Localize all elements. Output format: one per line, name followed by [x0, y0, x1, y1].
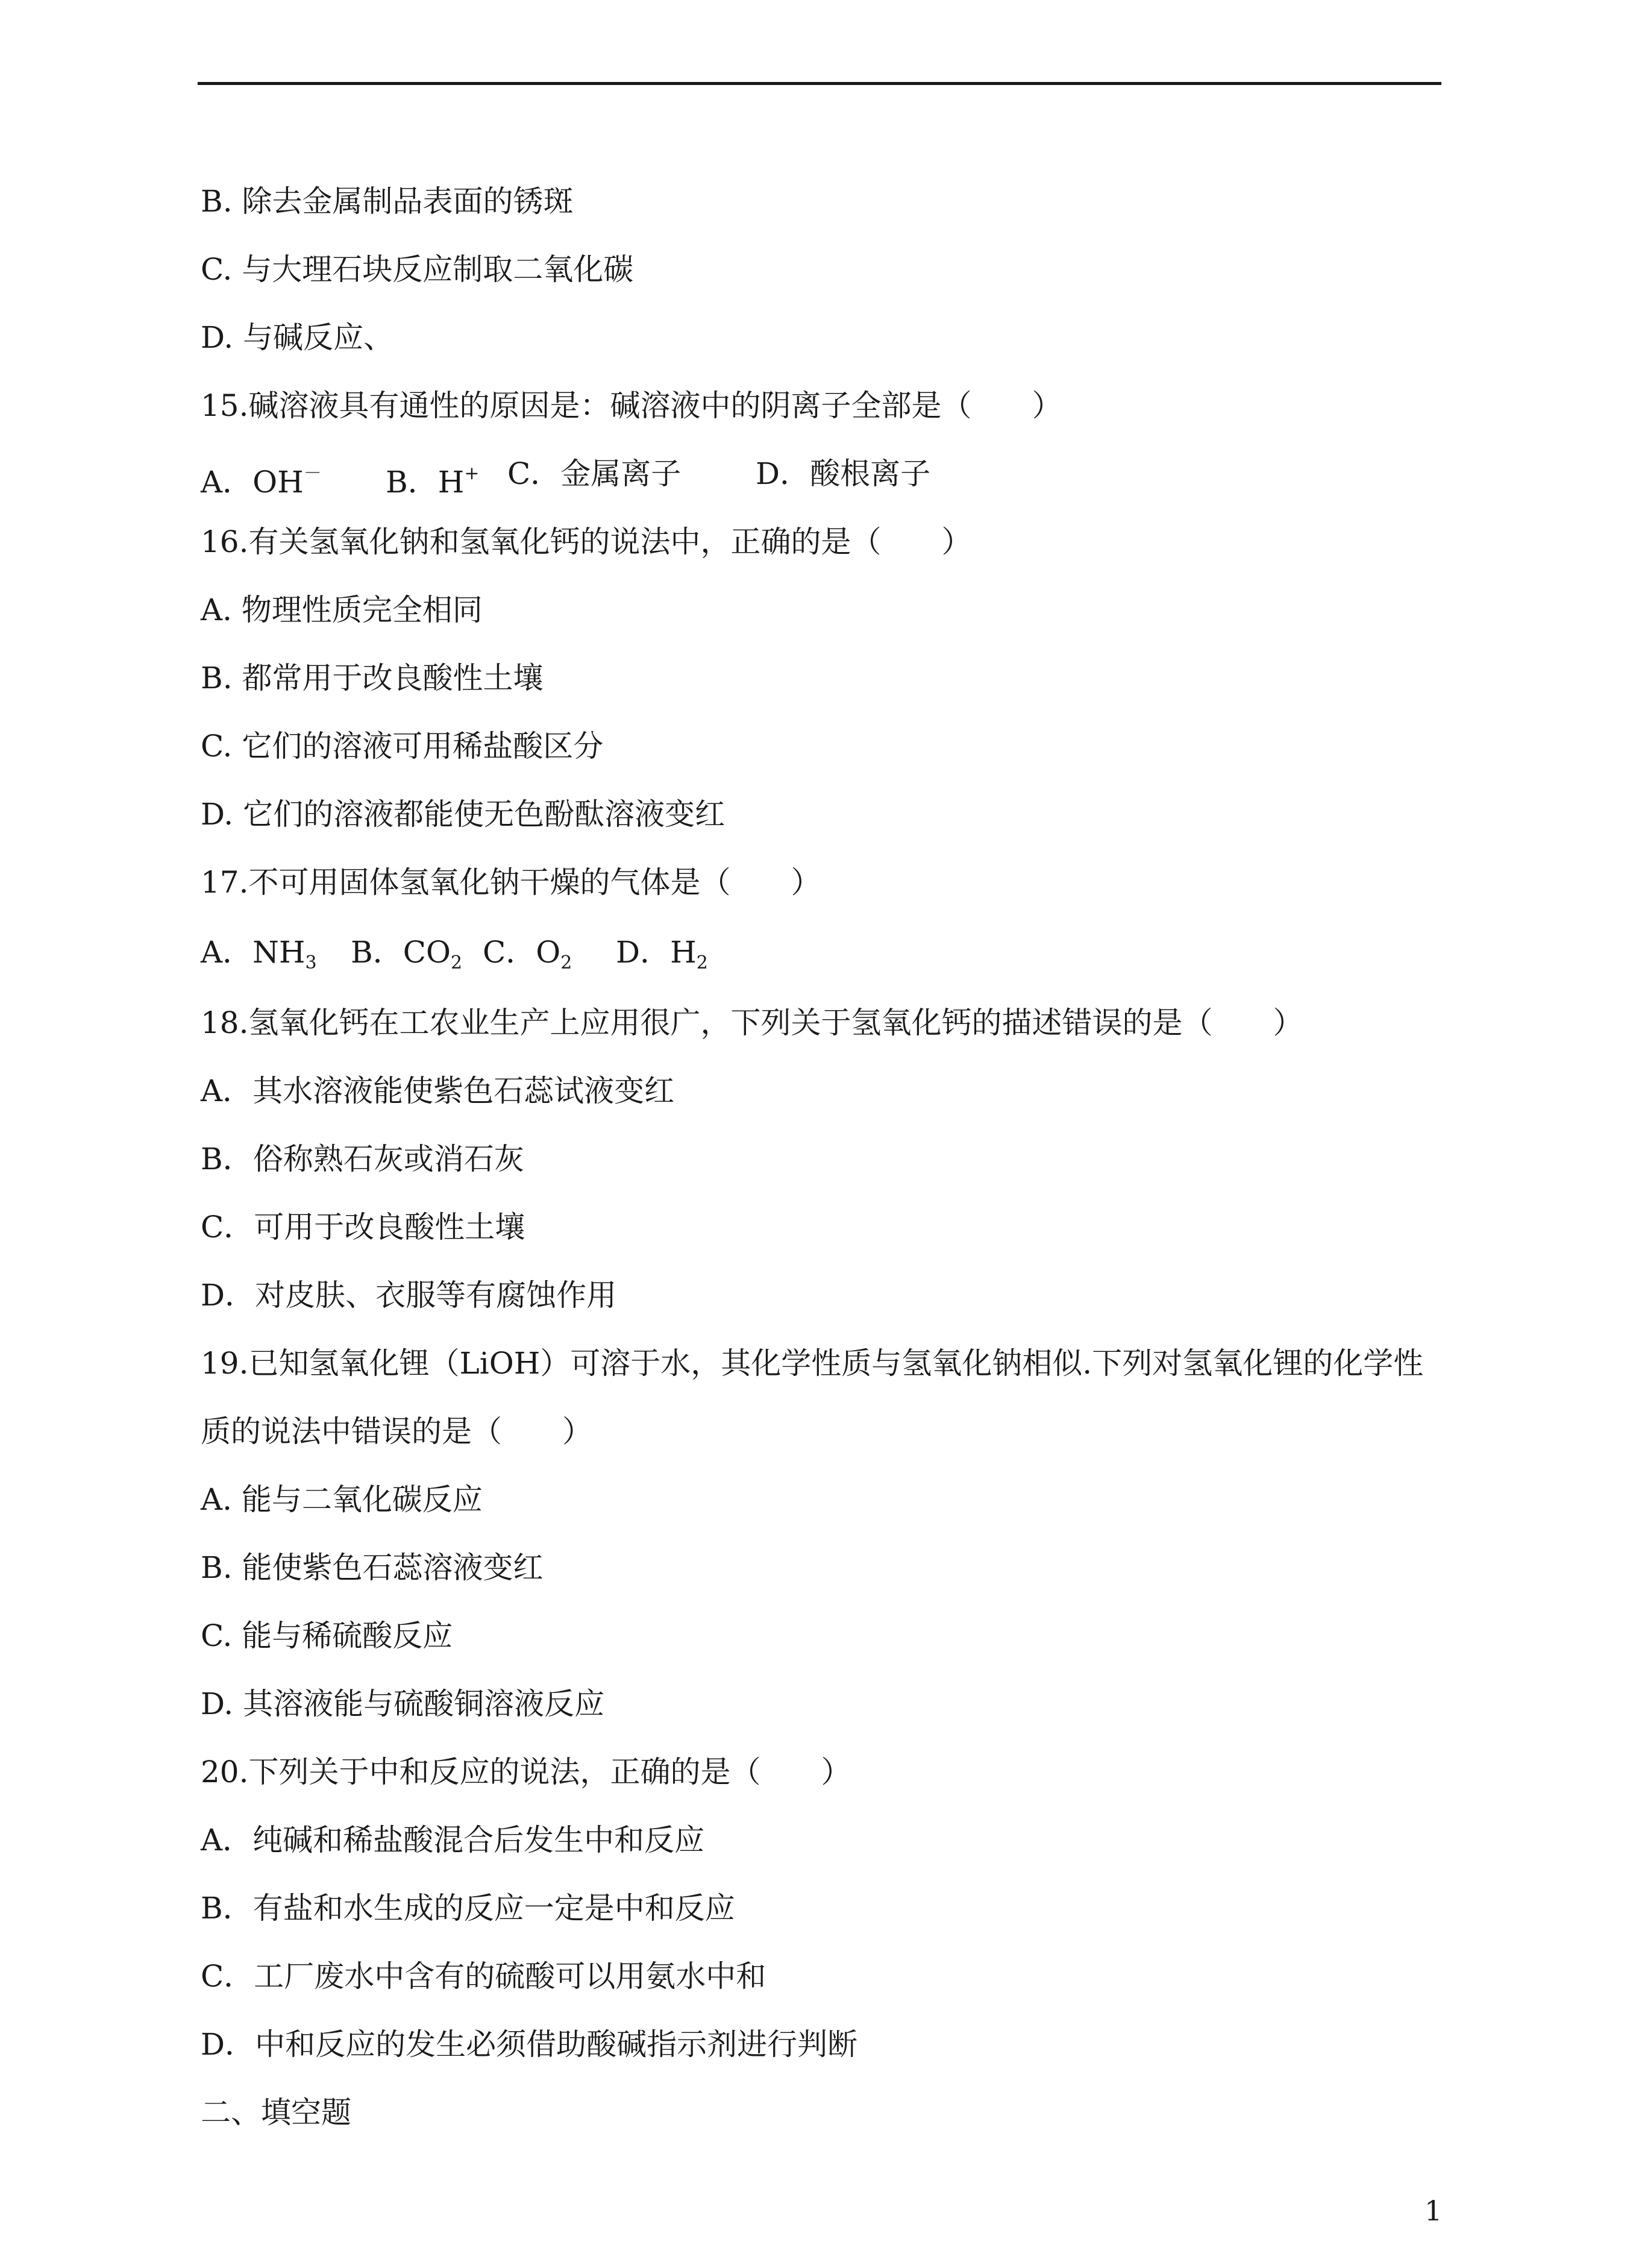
q14-option-c: C. 与大理石块反应制取二氧化碳: [201, 252, 634, 287]
q18-stem: 18.氢氧化钙在工农业生产上应用很广，下列关于氢氧化钙的描述错误的是（ ）: [201, 1005, 1303, 1040]
q16-stem: 16.有关氢氧化钠和氢氧化钙的说法中，正确的是（ ）: [201, 524, 972, 559]
q17-stem: 17.不可用固体氢氧化钠干燥的气体是（ ）: [201, 865, 821, 900]
q15-option-b: B．H+: [386, 463, 480, 500]
q20-option-b: B．有盐和水生成的反应一定是中和反应: [201, 1891, 735, 1926]
q16-option-c: C. 它们的溶液可用稀盐酸区分: [201, 729, 604, 764]
q17-option-b: B．$CO_2$: [351, 935, 463, 973]
q19-option-d: D. 其溶液能与硫酸铜溶液反应: [201, 1686, 605, 1721]
q15-option-c: C．金属离子: [507, 456, 682, 491]
header-rule: [198, 82, 1441, 85]
q20-stem: 20.下列关于中和反应的说法，正确的是（ ）: [201, 1754, 851, 1789]
q19-stem-line2: 质的说法中错误的是（ ）: [201, 1414, 592, 1449]
q19-option-b: B. 能使紫色石蕊溶液变红: [201, 1550, 544, 1585]
q20-option-a: A．纯碱和稀盐酸混合后发生中和反应: [201, 1823, 705, 1858]
q16-option-d: D. 它们的溶液都能使无色酚酞溶液变红: [201, 797, 726, 832]
q14-option-b: B. 除去金属制品表面的锈斑: [201, 184, 574, 219]
q20-option-c: C．工厂废水中含有的硫酸可以用氨水中和: [201, 1959, 766, 1994]
q16-option-a: A. 物理性质完全相同: [201, 592, 483, 627]
section-title: 二、填空题: [201, 2095, 351, 2130]
q17-option-d: D．$H_2$: [616, 935, 708, 973]
q15-option-a: A．OH－: [201, 463, 322, 500]
q15-option-d: D．酸根离子: [756, 456, 931, 491]
q17-option-c: C．$O_2$: [483, 935, 572, 973]
q19-option-a: A. 能与二氧化碳反应: [201, 1482, 483, 1517]
q15-stem: 15.碱溶液具有通性的原因是：碱溶液中的阴离子全部是（ ）: [201, 388, 1062, 423]
q17-option-a: A．$NH_3$: [201, 935, 317, 973]
q20-option-d: D．中和反应的发生必须借助酸碱指示剂进行判断: [201, 2027, 858, 2062]
q18-option-d: D．对皮肤、衣服等有腐蚀作用: [201, 1278, 617, 1313]
q14-option-d: D. 与碱反应、: [201, 320, 394, 355]
page-number: 1: [1424, 2194, 1443, 2227]
q16-option-b: B. 都常用于改良酸性土壤: [201, 661, 544, 696]
q18-option-b: B．俗称熟石灰或消石灰: [201, 1142, 524, 1176]
q18-option-c: C．可用于改良酸性土壤: [201, 1210, 525, 1245]
q19-stem-line1: 19.已知氢氧化锂（LiOH）可溶于水，其化学性质与氢氧化钠相似.下列对氢氧化锂的化学性: [201, 1346, 1424, 1381]
q19-option-c: C. 能与稀硫酸反应: [201, 1618, 453, 1653]
q18-option-a: A．其水溶液能使紫色石蕊试液变红: [201, 1073, 675, 1108]
